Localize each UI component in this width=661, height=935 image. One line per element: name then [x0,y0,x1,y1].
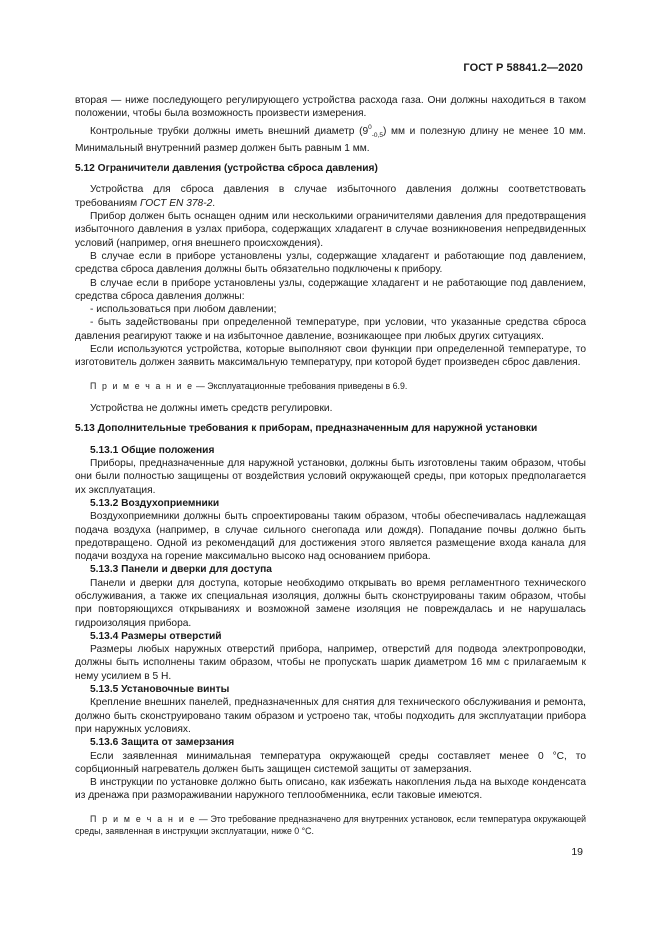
note-text: — Это требование предназначено для внутренних установок, если температура окружающей среды, заявленная в инструкции эксплуатации, ниже 0 °С. [75,813,587,837]
tolerance-subscript: -0,5 [371,131,383,139]
page-number: 19 [571,846,583,858]
text-run: Контрольные трубки должны иметь внешний диаметр (9 [90,125,369,137]
subsection-heading: 5.13.1 Общие положения [90,444,215,456]
paragraph: Устройства не должны иметь средств регулировки. [90,403,333,415]
paragraph: Панели и дверки для доступа, которые необходимо открывать во время регламентного технического обслуживания, а также их специальная изоляция, должны быть сконструированы таким образом, чтобы при повторяющихся открываниях и возможной замене изоляция не повреждалась и не нарушалась гидроизоляция прибора. [75,577,586,629]
subsection-heading: 5.13.3 Панели и дверки для доступа [90,564,272,576]
subsection-heading: 5.13.4 Размеры отверстий [90,630,222,642]
note-text: — Эксплуатационные требования приведены в 6.9. [193,380,408,391]
paragraph: В случае если в приборе установлены узлы, содержащие хладагент и не работающие под давлением, средства сброса давления должны: [75,277,586,302]
paragraph: Крепление внешних панелей, предназначенных для снятия для технического обслуживания и ремонта, должно быть сконструировано таким образом и устроено так, чтобы подходить для эксплуатации прибора при наружных условиях. [75,697,586,735]
note [75,813,586,838]
standard-reference: ГОСТ EN 378-2 [140,197,213,209]
paragraph: Если заявленная минимальная температура окружающей среды составляет менее 0 °С, то сорбционный нагреватель должен быть защищен системой защиты от замерзания. [75,750,586,775]
paragraph: вторая — ниже последующего регулирующего устройства расхода газа. Они должны находиться в таком положении, чтобы была возможность произвести измерения. [75,95,586,120]
section-heading-5-12: 5.12 Ограничители давления (устройства сброса давления) [75,163,378,175]
text-run: . [212,197,216,209]
section-heading-5-13: 5.13 Дополнительные требования к приборам, предназначенным для наружной установки [75,423,538,435]
document-id: ГОСТ Р 58841.2—2020 [463,62,583,74]
tolerance-superscript: 0 [368,123,372,131]
text-run: ) мм и полезную длину не менее 10 мм. Минимальный внутренний размер должен быть равным 1 мм. [75,125,586,154]
note-label: П р и м е ч а н и е [90,380,194,391]
subsection-heading: 5.13.5 Установочные винты [90,684,230,696]
paragraph: Воздухоприемники должны быть спроектированы таким образом, чтобы обеспечивалась надлежащая подача воздуха (например, в случае сильного снегопада или дождя). Попадание почвы должно быть предотвращено. Одной из рекомендаций для достижения этого является размещение входа канала для подачи воздуха на горение максимально высоко над основанием прибора. [75,511,586,563]
note-label: П р и м е ч а н и е [90,813,197,824]
paragraph [75,183,586,210]
subsection-heading: 5.13.6 Защита от замерзания [90,737,235,749]
paragraph: В случае если в приборе установлены узлы, содержащие хладагент и работающие под давлением, средства сброса давления должны быть обязательно подключены к прибору. [75,250,586,276]
paragraph: Приборы, предназначенные для наружной установки, должны быть изготовлены таким образом, чтобы они были полностью защищены от воздействия условий окружающей среды, при которых предполагается их эксплуатация. [75,458,586,496]
paragraph [75,121,586,156]
text-run: Устройства для сброса давления в случае избыточного давления должны соответствовать требованиям [75,184,586,209]
subsection-heading: 5.13.2 Воздухоприемники [90,497,220,509]
paragraph: В инструкции по установке должно быть описано, как избежать накопления льда на выходе конденсата из дренажа при размораживании наружного теплообменника, если таковые имеются. [75,777,586,802]
list-item: - использоваться при любом давлении; [90,304,277,316]
paragraph: Если используются устройства, которые выполняют свои функции при определенной температуре, то изготовитель должен заявить максимальную температуру, при которой будет произведен сброс давления. [75,344,586,369]
paragraph: Размеры любых наружных отверстий прибора, например, отверстий для подвода электропроводки, должны быть исполнены таким образом, чтобы не пропускать шарик диаметром 16 мм с прилагаемым к нему усилием в 5 Н. [75,644,586,682]
paragraph: Прибор должен быть оснащен одним или несколькими ограничителями давления для предотвращения избыточного давления в узлах прибора, содержащих хладагент в случае возникновения непредвиденных условий (например, огня внешнего происхождения). [75,211,586,249]
note [75,380,586,393]
list-item: - быть задействованы при определенной температуре, при условии, что указанные средства сброса давления реагируют также и на избыточное давление, возникающее при любых других ситуациях. [75,317,586,342]
page-content [75,94,586,848]
